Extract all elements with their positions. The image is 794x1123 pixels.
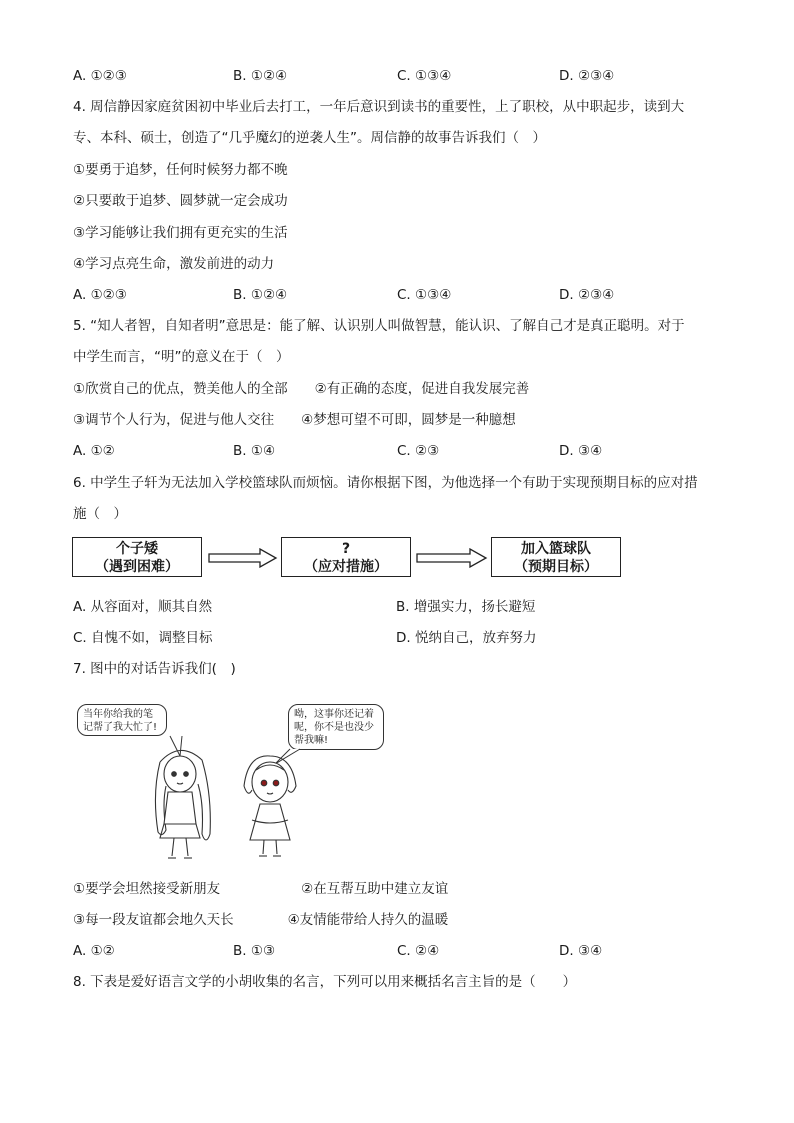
q3-option-b: B. ①②④ <box>233 68 288 84</box>
flow-box-goal-label: （预期目标） <box>514 559 598 575</box>
q5-option-c: C. ②③ <box>397 443 440 459</box>
q5-statements-1-2: ①欣赏自己的优点，赞美他人的全部 ②有正确的态度，促进自我发展完善 <box>73 381 530 397</box>
q6-option-c: C. 自愧不如，调整目标 <box>73 630 213 646</box>
flow-arrow-right-icon <box>416 548 488 568</box>
q7-statements-3-4: ③每一段友谊都会地久天长 ④友情能带给人持久的温暖 <box>73 912 449 928</box>
speech-bubble-left-text: 当年你给我的笔记帮了我大忙了! <box>83 709 158 733</box>
flow-box-goal-title: 加入篮球队 <box>521 541 591 557</box>
q6-option-d: D. 悦纳自己，放弃努力 <box>396 630 537 646</box>
q4-stem-line2: 专、本科、硕士，创造了“几乎魔幻的逆袭人生”。周信静的故事告诉我们（ ） <box>73 130 546 146</box>
q4-stem-line1: 4. 周信静因家庭贫困初中毕业后去打工，一年后意识到读书的重要性，上了职校，从中职起步，读到大 <box>73 99 685 115</box>
q4-option-b: B. ①②④ <box>233 287 288 303</box>
q5-option-b: B. ①④ <box>233 443 276 459</box>
q6-stem-line2: 施（ ） <box>73 506 127 522</box>
flow-box-goal <box>491 537 621 577</box>
left-girl-figure <box>155 750 210 858</box>
q6-option-b: B. 增强实力，扬长避短 <box>396 599 536 615</box>
q5-options <box>73 442 733 460</box>
q3-option-c: C. ①③④ <box>397 68 452 84</box>
q7-option-b: B. ①③ <box>233 943 276 959</box>
right-girl-figure <box>244 756 296 856</box>
q4-option-c: C. ①③④ <box>397 287 452 303</box>
q4-statement-2: ②只要敢于追梦、圆梦就一定会成功 <box>73 193 288 209</box>
q8-stem: 8. 下表是爱好语言文学的小胡收集的名言，下列可以用来概括名言主旨的是（ ） <box>73 974 577 990</box>
two-girls-illustration <box>140 734 350 864</box>
flow-box-measure-label: （应对措施） <box>304 559 388 575</box>
q7-statements-1-2: ①要学会坦然接受新朋友 ②在互帮互助中建立友谊 <box>73 881 449 897</box>
q4-statement-1: ①要勇于追梦，任何时候努力都不晚 <box>73 162 288 178</box>
q6-option-a: A. 从容面对，顺其自然 <box>73 599 213 615</box>
flow-box-measure <box>281 537 411 577</box>
q7-option-d: D. ③④ <box>559 943 603 959</box>
q5-stem-line2: 中学生而言，“明”的意义在于（ ） <box>73 349 290 365</box>
flow-box-difficulty-label: （遇到困难） <box>95 559 179 575</box>
q7-options <box>73 942 733 960</box>
flow-arrow-right-icon <box>208 548 278 568</box>
q6-stem-line1: 6. 中学生子轩为无法加入学校篮球队而烦恼。请你根据下图，为他选择一个有助于实现预期目标的应对措 <box>73 475 698 491</box>
q4-options <box>73 286 733 304</box>
q4-option-d: D. ②③④ <box>559 287 615 303</box>
speech-bubble-left <box>77 704 167 736</box>
q3-options <box>73 67 733 85</box>
speech-bubble-right-text: 呦，这事你还记着呢，你不是也没少帮我嘛! <box>294 709 374 746</box>
q5-option-d: D. ③④ <box>559 443 603 459</box>
q5-option-a: A. ①② <box>73 443 115 459</box>
q4-option-a: A. ①②③ <box>73 287 127 303</box>
q3-option-d: D. ②③④ <box>559 68 615 84</box>
q7-option-c: C. ②④ <box>397 943 440 959</box>
q5-stem-line1: 5. “知人者智，自知者明”意思是：能了解、认识别人叫做智慧，能认识、了解自己才是真正聪明。对于 <box>73 318 685 334</box>
q4-statement-3: ③学习能够让我们拥有更充实的生活 <box>73 225 288 241</box>
flow-box-difficulty <box>72 537 202 577</box>
q3-option-a: A. ①②③ <box>73 68 127 84</box>
q7-option-a: A. ①② <box>73 943 115 959</box>
q4-statement-4: ④学习点亮生命，激发前进的动力 <box>73 256 275 272</box>
q5-statements-3-4: ③调节个人行为，促进与他人交往 ④梦想可望不可即，圆梦是一种臆想 <box>73 412 516 428</box>
q7-stem: 7. 图中的对话告诉我们( ) <box>73 661 236 677</box>
flow-box-difficulty-title: 个子矮 <box>116 541 158 557</box>
flow-box-measure-title: ? <box>341 541 351 557</box>
